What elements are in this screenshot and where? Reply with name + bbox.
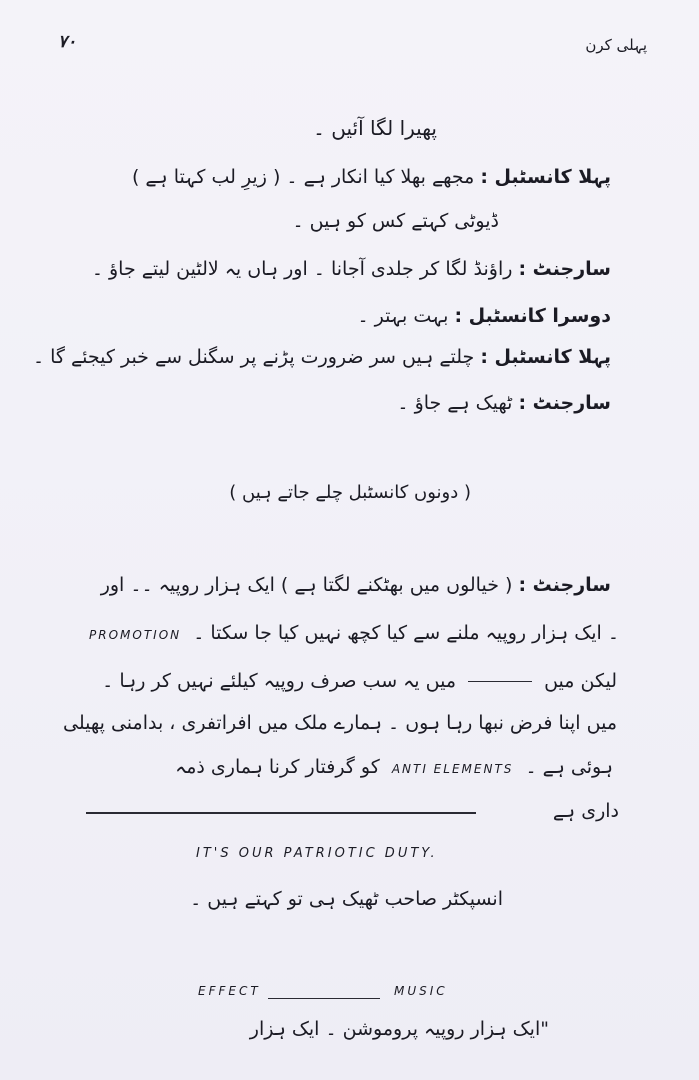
patriotic-line: IT'S OUR PATRIOTIC DUTY. — [196, 846, 438, 861]
monologue-text: ( خیالوں میں بھٹکنے لگتا ہے ) ایک ہزار روپیہ ۔۔ اور — [100, 574, 513, 596]
running-head: پہلی کرن — [585, 36, 647, 54]
monologue-text: ہوئی ہے ۔ — [525, 756, 613, 778]
dialogue-line — [33, 346, 611, 368]
monologue-line — [175, 756, 613, 778]
speaker-label: سارجنٹ : — [518, 392, 611, 414]
final-line: "ایک ہزار روپیہ پروموشن ۔ ایک ہزار — [249, 1018, 549, 1040]
page-number: ٧٠ — [58, 32, 77, 52]
monologue-text: میں یہ سب صرف روپیہ کیلئے نہیں کر رہا ۔ — [102, 670, 456, 692]
stage-direction: ( دونوں کانسٹبل چلے جاتے ہیں ) — [229, 482, 471, 503]
speaker-label: پہلا کانسٹبل : — [480, 346, 611, 368]
speaker-label: دوسرا کانسٹبل : — [454, 305, 611, 327]
monologue-line: داری ہے — [552, 800, 619, 822]
cue-rule — [268, 998, 380, 999]
dialogue-text: چلتے ہیں سر ضرورت پڑنے پر سگنل سے خبر کیجئے گا ۔ — [32, 346, 475, 368]
dialogue-text: ڈیوٹی کہتے کس کو ہیں ۔ — [292, 210, 499, 232]
monologue-text: ۔ ایک ہزار روپیہ ملنے سے کیا کچھ نہیں کیا جا سکتا ۔ — [193, 622, 619, 644]
dialogue-text: ٹھیک ہے جاؤ ۔ — [397, 392, 513, 414]
dialogue-text: مجھے بھلا کیا انکار ہے ۔ ( زیرِ لب کہتا ہے ) — [131, 166, 475, 188]
latin-term: PROMOTION — [89, 628, 182, 642]
speaker-label: پہلا کانسٹبل : — [480, 166, 611, 188]
monologue-line — [102, 670, 617, 692]
monologue-text: کو گرفتار کرنا ہماری ذمہ — [175, 756, 380, 778]
monologue-line — [83, 622, 619, 644]
dialogue-text: راؤنڈ لگا کر جلدی آجانا ۔ اور ہاں یہ لالٹین لیتے جاؤ ۔ — [91, 258, 513, 280]
inspector-line: انسپکٹر صاحب ٹھیک ہی تو کہتے ہیں ۔ — [190, 888, 503, 910]
dialogue-line — [357, 305, 611, 327]
dialogue-line: پھیرا لگا آئیں ۔ — [313, 116, 437, 140]
monologue-line — [101, 574, 611, 596]
monologue-text: لیکن میں — [544, 670, 617, 692]
dialogue-line — [132, 166, 611, 188]
effect-label: EFFECT — [198, 984, 261, 998]
speaker-label: سارجنٹ : — [518, 574, 611, 596]
dialogue-text: بہت بہتر ۔ — [357, 305, 449, 327]
horizontal-rule — [86, 812, 476, 814]
monologue-line: میں اپنا فرض نبھا رہا ہوں ۔ ہمارے ملک میں افراتفری ، بدامنی پھیلی — [63, 712, 617, 734]
dialogue-line — [397, 392, 611, 414]
speaker-label: سارجنٹ : — [518, 258, 611, 280]
effect-music-cue — [198, 984, 498, 1004]
dialogue-line — [92, 258, 611, 280]
dialogue-line — [292, 210, 499, 232]
latin-term: ANTI ELEMENTS — [391, 762, 514, 776]
music-label: MUSIC — [394, 984, 448, 998]
blank-dash — [468, 681, 532, 682]
